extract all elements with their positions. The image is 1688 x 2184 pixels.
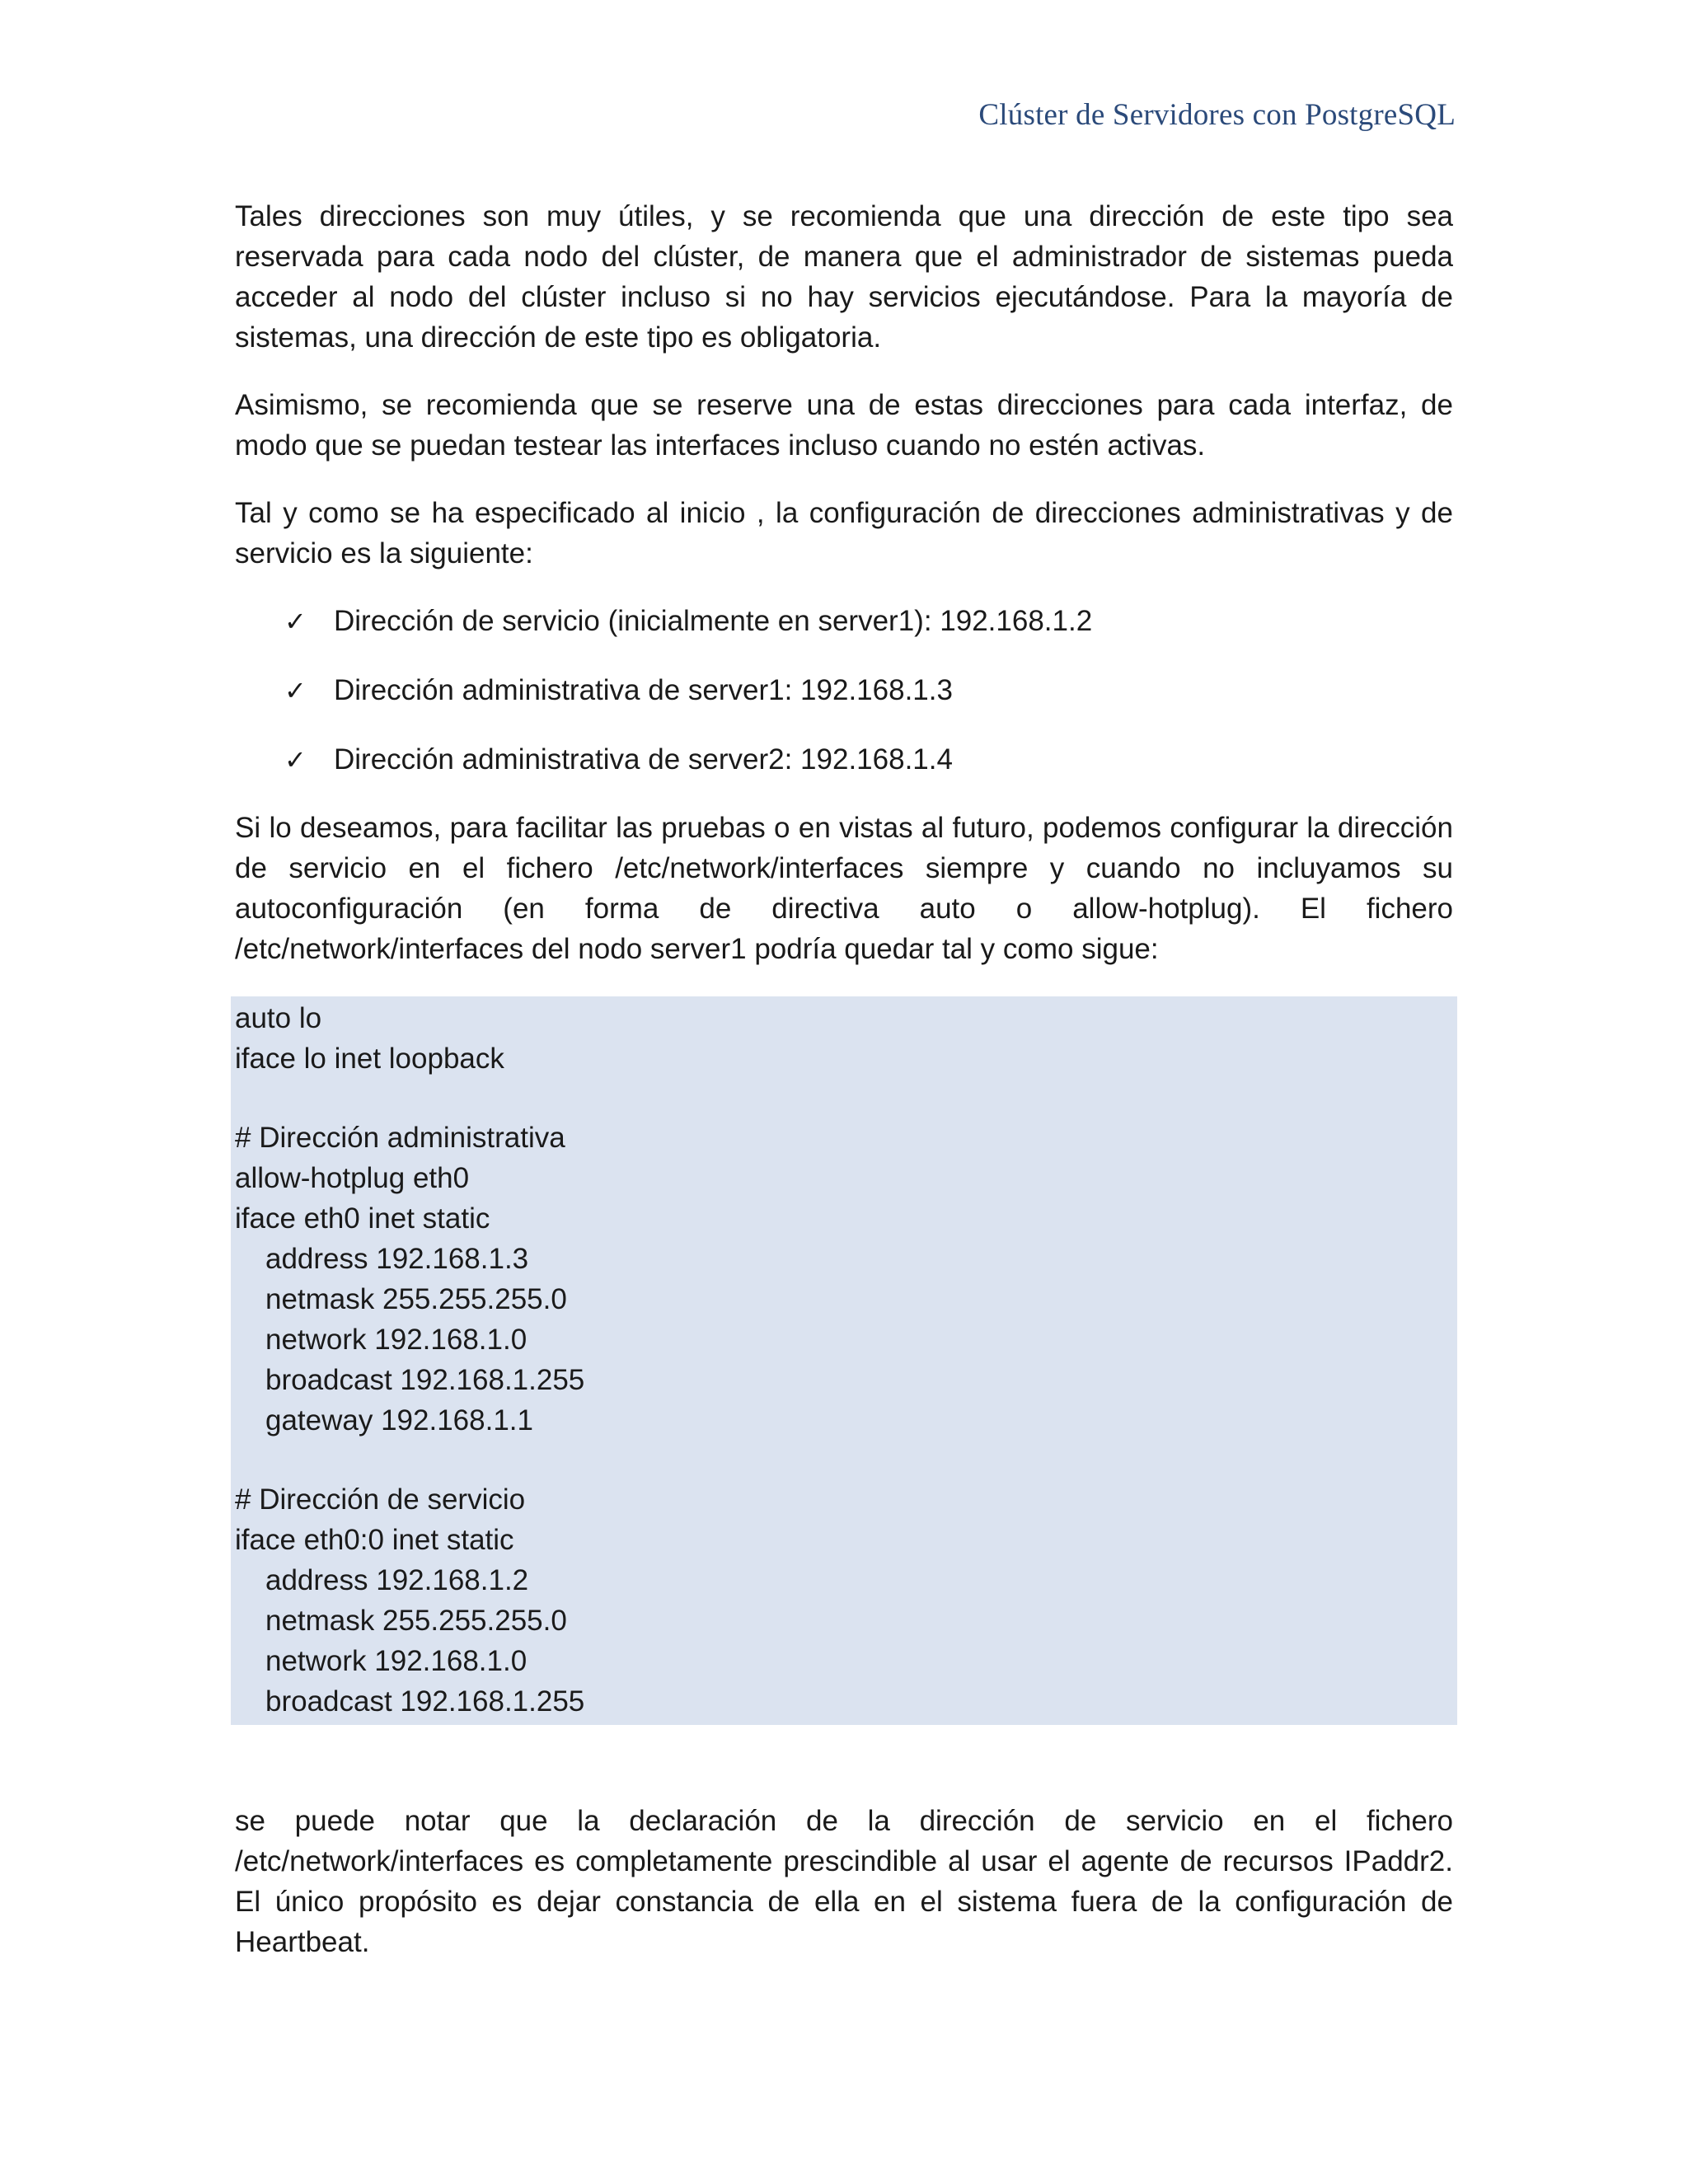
checklist-item xyxy=(235,601,1453,642)
code-line: network 192.168.1.0 xyxy=(265,1645,528,1677)
code-line: address 192.168.1.3 xyxy=(265,1243,529,1275)
code-comment-line: # Dirección de servicio xyxy=(235,1483,526,1516)
code-comment-line: # Dirección administrativa xyxy=(235,1122,565,1154)
checklist-item xyxy=(235,670,1453,711)
code-line: address 192.168.1.2 xyxy=(265,1564,529,1596)
code-line: netmask 255.255.255.0 xyxy=(265,1283,567,1315)
code-line: broadcast 192.168.1.255 xyxy=(265,1685,585,1718)
page-body xyxy=(235,196,1453,1990)
interfaces-code-block xyxy=(231,996,1457,1725)
check-icon: ✓ xyxy=(284,606,307,637)
checklist-item-text: Dirección administrativa de server2: 192.168.1.4 xyxy=(334,743,953,776)
paragraph-interface-addresses: Asimismo, se recomienda que se reserve una de estas direcciones para cada interfaz, de modo que se puedan testear las interfaces incluso cuando no estén activas. xyxy=(235,389,1453,462)
paragraph-after-code: se puede notar que la declaración de la dirección de servicio en el fichero /etc/network/interfaces es completamente prescindible al usar el agente de recursos IPaddr2. El único propósito es dejar constancia de ella en el sistema fuera de la configuración de Heartbeat. xyxy=(235,1805,1453,1958)
code-blank-line xyxy=(235,1079,1453,1118)
checklist-item-text: Dirección de servicio (inicialmente en server1): 192.168.1.2 xyxy=(334,605,1093,637)
paragraph-admin-addresses: Tales direcciones son muy útiles, y se recomienda que una dirección de este tipo sea reservada para cada nodo del clúster, de manera que el administrador de sistemas pueda acceder al nodo del clúster incluso si no hay servicios ejecutándose. Para la mayoría de sistemas, una dirección de este tipo es obligatoria. xyxy=(235,200,1453,354)
code-line: iface lo inet loopback xyxy=(235,1043,504,1075)
code-line: iface eth0:0 inet static xyxy=(235,1524,514,1556)
code-line: broadcast 192.168.1.255 xyxy=(265,1364,585,1396)
code-blank-line xyxy=(235,1441,1453,1479)
check-icon: ✓ xyxy=(284,744,307,776)
code-line: netmask 255.255.255.0 xyxy=(265,1605,567,1637)
checklist-item xyxy=(235,739,1453,780)
code-line: network 192.168.1.0 xyxy=(265,1324,528,1356)
check-icon: ✓ xyxy=(284,675,307,706)
paragraph-before-code: Si lo deseamos, para facilitar las pruebas o en vistas al futuro, podemos configurar la dirección de servicio en el fichero /etc/network/interfaces siempre y cuando no incluyamos su autoconfiguración (en forma de directiva auto o allow-hotplug). El fichero /etc/network/interfaces del nodo server1 podría quedar tal y como sigue: xyxy=(235,812,1453,965)
code-line: iface eth0 inet static xyxy=(235,1202,490,1235)
code-line: gateway 192.168.1.1 xyxy=(265,1404,533,1436)
paragraph-config-intro: Tal y como se ha especificado al inicio , la configuración de direcciones administrativas y de servicio es la siguiente: xyxy=(235,497,1453,569)
running-header: Clúster de Servidores con PostgreSQL xyxy=(978,98,1456,132)
code-line: allow-hotplug eth0 xyxy=(235,1162,470,1194)
address-checklist xyxy=(235,601,1453,780)
checklist-item-text: Dirección administrativa de server1: 192.168.1.3 xyxy=(334,674,953,706)
code-line: auto lo xyxy=(235,1002,322,1034)
